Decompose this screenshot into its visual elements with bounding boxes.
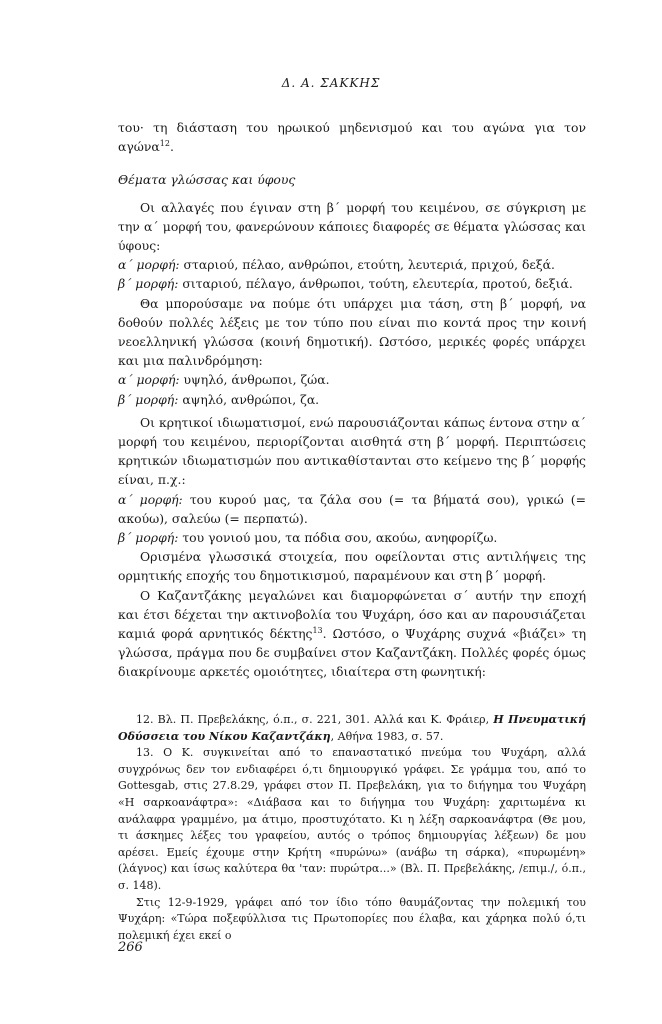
- version-label: α΄ μορφή:: [118, 491, 183, 507]
- paragraph-1: Οι αλλαγές που έγιναν στη β΄ μορφή του κειμένου, σε σύγκριση με την α΄ μορφή του, φανερώνουν κάποιες διαφορές σε θέματα γλώσσας και ύφους:: [118, 199, 586, 254]
- version-label: β΄ μορφή:: [118, 276, 179, 292]
- footnote-ref-13: 13: [312, 625, 323, 635]
- example-1-a: α΄ μορφή: σταριού, πέλαο, ανθρώποι, ετούτη, λευτεριά, πριχού, δεξά.: [118, 257, 555, 273]
- page-number: 266: [118, 940, 143, 955]
- example-2-b: β΄ μορφή: αψηλό, ανθρώποι, ζα.: [118, 391, 320, 407]
- version-label: β΄ μορφή:: [118, 530, 179, 546]
- footnotes: [118, 712, 586, 944]
- book-title-cont: του Νίκου Καζαντζάκη: [182, 729, 331, 743]
- example-3-a: α΄ μορφή: του κυρού μας, τα ζάλα σου (= τα βήματά σου), γρικώ (= ακούω), σαλεύω (= περπατώ).: [118, 491, 586, 526]
- section-title: Θέματα γλώσσας και ύφους: [118, 172, 296, 188]
- paragraph-3: Οι κρητικοί ιδιωματισμοί, ενώ παρουσιάζονται κάπως έντονα στην α΄ μορφή του κειμένου, περιορίζονται αισθητά στη β΄ μορφή. Περιπτώσεις κρητικών ιδιωματισμών που αντικαθίστανται στο κείμενο της β΄ μορφής είναι, π.χ.:: [118, 414, 586, 488]
- paragraph-5: Ο Καζαντζάκης μεγαλώνει και διαμορφώνεται σ΄ αυτήν την εποχή και έτσι δέχεται την ακτινοβολία του Ψυχάρη, όσο και αν παρουσιάζεται καμιά φορά αρνητικός δέκτης$^{13}$. Ωστόσο, ο Ψυχάρης συχνά «βιάζει» τη γλώσσα, πράγμα που δε συμβαίνει στον Καζαντζάκη. Πολλές φορές όμως διακρίνουμε αρκετές ομοιότητες, ιδιαίτερα στη φωνητική:: [118, 587, 586, 680]
- paragraph-2: Θα μπορούσαμε να πούμε ότι υπάρχει μια τάση, στη β΄ μορφή, να δοθούν πολλές λέξεις με τον τύπο που είναι πιο κοντά προς την κοινή νεοελληνική γλώσσα (κοινή δημοτική). Ωστόσο, μερικές φορές υπάρχει και μια παλινδρόμηση:: [118, 295, 586, 369]
- paragraph-4: Ορισμένα γλωσσικά στοιχεία, που οφείλονται στις αντιλήψεις της ορμητικής εποχής του δημοτικισμού, παραμένουν και στη β΄ μορφή.: [118, 549, 586, 584]
- footnote-12: 12. Βλ. Π. Πρεβελάκης, ό.π., σ. 221, 301. Αλλά και Κ. Φράιερ, Η Πνευματική Οδύσσεια του Νίκου Καζαντζάκη, Αθήνα 1983, σ. 57.: [118, 713, 586, 743]
- main-text: [118, 118, 586, 682]
- example-3-b: β΄ μορφή: του γονιού μου, τα πόδια σου, ακούω, ανηφορίζω.: [118, 530, 498, 546]
- version-label: β΄ μορφή:: [118, 391, 179, 407]
- footnote-ref-12: 12: [159, 139, 170, 149]
- version-label: α΄ μορφή:: [118, 372, 180, 388]
- example-1-b: β΄ μορφή: σιταριού, πέλαγο, άνθρωποι, τούτη, ελευτερία, προτού, δεξιά.: [118, 276, 573, 292]
- footnote-13-cont: Στις 12-9-1929, γράφει από τον ίδιο τόπο θαυμάζοντας την πολεμική του Ψυχάρη: «Τώρα ποξεφύλλισα τις Πρωτοπορίες που έλαβα, και χάρηκα πολύ ό,τι πολεμική έχει εκεί ο: [118, 895, 586, 942]
- footnote-13: 13. Ο Κ. συγκινείται από το επαναστατικό πνεύμα του Ψυχάρη, αλλά συγχρόνως δεν τον ενδιαφέρει ό,τι δημιουργικό γράφει. Σε γράμμα του, από το Gottesgab, στις 27.8.29, γράφει στον Π. Πρεβελάκη, για το διήγημα του Ψυχάρη «Η σαρκοανάφτρα»: «Διάβασα και το διήγημα του Ψυχάρη: χαριτωμένα κι ανάλαφρα γραμμένο, μα άτιμο, προστυχότατο. Κι η λέξη σαρκοανάφτρα (Θε μου, τι άσκημες λέξες του γραφείου, αυτός ο τρόπος δημιουργίας λέξεων) δε μου αρέσει. Εμείς έχουμε στην Κρήτη «πυρώνω» (ανάβω τη σάρκα), «πυρωμένη» (λάγνος) και ίσως καλύτερα θα 'ταν: πυρώτρα...» (Βλ. Π. Πρεβελάκης, /επιμ./, ό.π., σ. 148).: [118, 746, 586, 892]
- book-title: Η Πνευματική Οδύσσεια: [118, 713, 586, 743]
- version-label: α΄ μορφή:: [118, 257, 180, 273]
- opening-line: του· τη διάσταση του ηρωικού μηδενισμού και του αγώνα για τον αγώνα$^{12}$.: [118, 120, 586, 155]
- example-2-a: α΄ μορφή: υψηλό, άνθρωποι, ζώα.: [118, 372, 330, 388]
- running-header: Δ. Α. ΣΑΚΚΗΣ: [281, 76, 381, 90]
